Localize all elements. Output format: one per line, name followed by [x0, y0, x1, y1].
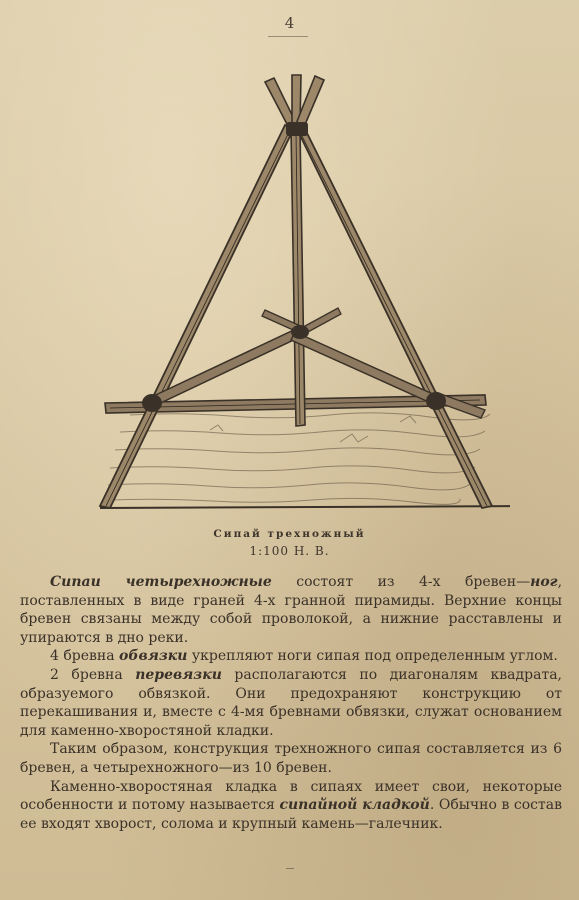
page-number: 4: [284, 14, 295, 32]
body-text: [20, 573, 562, 833]
paragraph: [20, 647, 562, 666]
text-run: . Обычно в состав ее входят хворост, солома и крупный камень—галечник.: [20, 797, 562, 832]
text-run: , поставленных в виде граней 4-х гранной пирамиды. Верхние концы бревен связаны между собой проволокой, а нижние расставлены и упираются в дно реки.: [20, 574, 563, 646]
text-run: состоят из 4-х бревен—: [271, 574, 531, 590]
top-logs: [265, 75, 324, 128]
paragraph: [20, 573, 562, 647]
bottom-dash: [286, 868, 294, 869]
paragraph: [20, 778, 562, 834]
text-run: 2 бревна: [50, 666, 136, 683]
figure-caption: [0, 526, 579, 560]
caption-title: Сипай трехножный: [213, 528, 366, 540]
ground-line: [100, 506, 510, 508]
center-leg: [291, 130, 305, 426]
water-hatching: [108, 413, 490, 504]
emphasized-term: ног: [530, 574, 558, 590]
text-run: укрепляют ноги сипая под определенным углом.: [187, 648, 558, 665]
tripod-illustration: [90, 70, 510, 520]
emphasized-term: Сипаи четырехножные: [50, 574, 272, 590]
paragraph: [20, 666, 562, 740]
text-run: Таким образом, конструкция трехножного сипая составляется из 6 бревен, а четырехножного—из 10 бревен.: [20, 741, 562, 776]
text-run: 4 бревна: [50, 648, 120, 665]
caption-scale: 1:100 Н. В.: [249, 544, 330, 558]
emphasized-term: обвязки: [119, 648, 188, 665]
page-number-rule: [268, 36, 308, 37]
text-run: располагаются по диагоналям квадрата, образуемого обвязкой. Они предохраняют конструкцию от перекашивания и, вместе с 4-мя бревнами обвязки, служат основанием для каменно-хворостяной кладки.: [20, 666, 562, 739]
text-run: Каменно-хворостяная кладка в сипаях имеет свои, некоторые особенности и потому называется: [20, 778, 562, 814]
emphasized-term: сипайной кладкой: [279, 797, 430, 814]
paragraph: [20, 740, 562, 777]
emphasized-term: перевязки: [135, 666, 222, 683]
